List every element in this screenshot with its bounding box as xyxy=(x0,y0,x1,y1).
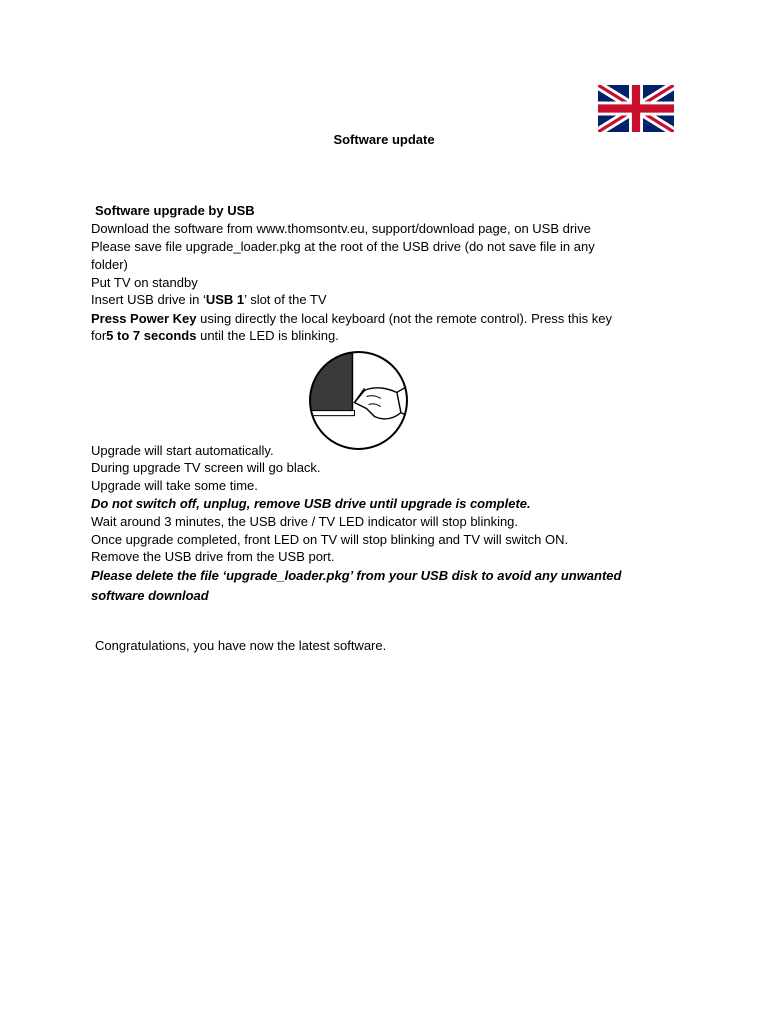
power-rest: using directly the local keyboard (not the remote control). Press this key xyxy=(196,311,612,326)
step-wait: Wait around 3 minutes, the USB drive / TV LED indicator will stop blinking. xyxy=(91,514,519,529)
power-line xyxy=(91,310,612,327)
delete-line-1: Please delete the file ‘upgrade_loader.pkg’ from your USB disk to avoid any unwanted xyxy=(91,568,622,583)
power-key-label: Press Power Key xyxy=(91,311,197,326)
step-remove: Remove the USB drive from the USB port. xyxy=(91,549,335,564)
duration-line xyxy=(91,327,339,344)
step-black: During upgrade TV screen will go black. xyxy=(91,460,321,475)
section-heading: Software upgrade by USB xyxy=(95,203,255,218)
tv-power-key-illustration xyxy=(308,350,409,451)
usb-slot-label: USB 1 xyxy=(205,292,245,307)
insert-suffix: ’ slot of the TV xyxy=(244,292,327,307)
for-suffix: until the LED is blinking. xyxy=(196,328,339,343)
save-line-1: Please save file upgrade_loader.pkg at the root of the USB drive (do not save file in any xyxy=(91,239,595,254)
insert-prefix: Insert USB drive in ‘ xyxy=(91,292,206,307)
step-time: Upgrade will take some time. xyxy=(91,478,258,493)
page-title: Software update xyxy=(333,132,435,147)
uk-flag-icon xyxy=(598,85,674,132)
save-line-2: folder) xyxy=(91,257,128,272)
insert-line xyxy=(91,291,327,308)
warning-line: Do not switch off, unplug, remove USB drive until upgrade is complete. xyxy=(91,496,531,511)
congrats-line: Congratulations, you have now the latest software. xyxy=(95,638,387,653)
for-prefix: for xyxy=(91,328,107,343)
download-line: Download the software from www.thomsontv.eu, support/download page, on USB drive xyxy=(91,221,591,236)
delete-line-2: software download xyxy=(91,588,209,603)
standby-line: Put TV on standby xyxy=(91,275,198,290)
duration-label: 5 to 7 seconds xyxy=(106,328,197,343)
step-auto: Upgrade will start automatically. xyxy=(91,443,274,458)
step-completed: Once upgrade completed, front LED on TV will stop blinking and TV will switch ON. xyxy=(91,532,569,547)
